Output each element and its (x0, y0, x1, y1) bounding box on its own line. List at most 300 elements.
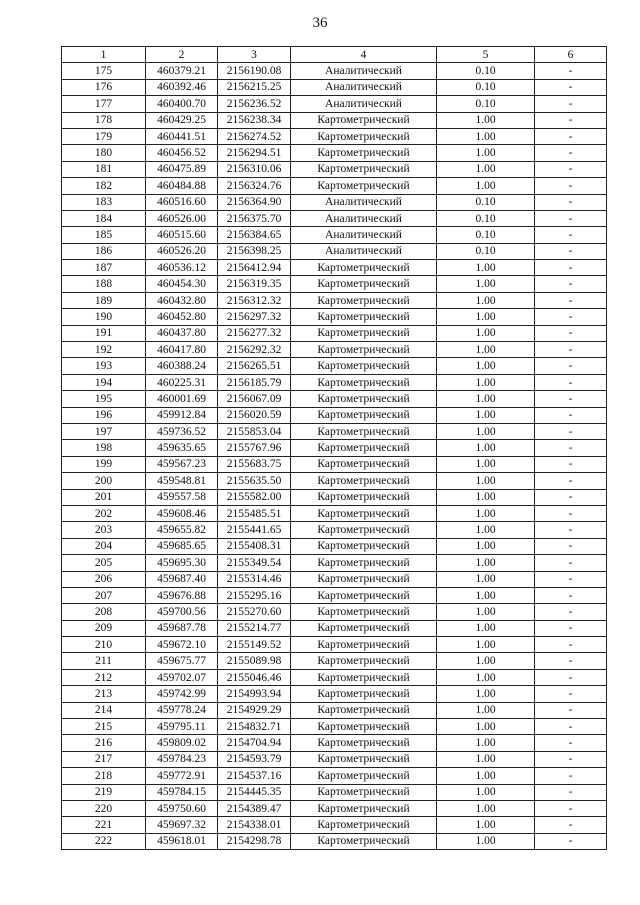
accuracy-cell: 1.00 (437, 620, 535, 636)
accuracy-cell: 1.00 (437, 505, 535, 521)
x-coordinate-cell: 459736.52 (146, 423, 218, 439)
accuracy-cell: 1.00 (437, 784, 535, 800)
note-cell: - (535, 686, 607, 702)
y-coordinate-cell: 2154929.29 (218, 702, 291, 718)
table-header-row (62, 47, 607, 63)
table-row (62, 456, 607, 472)
method-cell: Картометрический (291, 538, 437, 554)
y-coordinate-cell: 2155408.31 (218, 538, 291, 554)
y-coordinate-cell: 2155295.16 (218, 587, 291, 603)
note-cell: - (535, 555, 607, 571)
note-cell: - (535, 227, 607, 243)
x-coordinate-cell: 459685.65 (146, 538, 218, 554)
x-coordinate-cell: 460452.80 (146, 309, 218, 325)
accuracy-cell: 1.00 (437, 178, 535, 194)
accuracy-cell: 1.00 (437, 112, 535, 128)
table-row (62, 243, 607, 259)
y-coordinate-cell: 2156375.70 (218, 210, 291, 226)
table-row (62, 79, 607, 95)
x-coordinate-cell: 460441.51 (146, 128, 218, 144)
accuracy-cell: 0.10 (437, 63, 535, 79)
table-row (62, 735, 607, 751)
y-coordinate-cell: 2156324.76 (218, 178, 291, 194)
method-cell: Картометрический (291, 686, 437, 702)
x-coordinate-cell: 459687.78 (146, 620, 218, 636)
method-cell: Картометрический (291, 719, 437, 735)
method-cell: Картометрический (291, 489, 437, 505)
x-coordinate-cell: 459567.23 (146, 456, 218, 472)
method-cell: Картометрический (291, 342, 437, 358)
x-coordinate-cell: 459700.56 (146, 604, 218, 620)
table-row (62, 96, 607, 112)
method-cell: Картометрический (291, 161, 437, 177)
y-coordinate-cell: 2155767.96 (218, 440, 291, 456)
column-header: 6 (535, 47, 607, 63)
x-coordinate-cell: 459697.32 (146, 817, 218, 833)
note-cell: - (535, 243, 607, 259)
method-cell: Картометрический (291, 112, 437, 128)
method-cell: Аналитический (291, 194, 437, 210)
table-row (62, 833, 607, 849)
note-cell: - (535, 423, 607, 439)
accuracy-cell: 1.00 (437, 440, 535, 456)
note-cell: - (535, 391, 607, 407)
x-coordinate-cell: 460456.52 (146, 145, 218, 161)
point-number-cell: 180 (62, 145, 146, 161)
table-row (62, 637, 607, 653)
y-coordinate-cell: 2156319.35 (218, 276, 291, 292)
note-cell: - (535, 342, 607, 358)
point-number-cell: 184 (62, 210, 146, 226)
table-row (62, 194, 607, 210)
y-coordinate-cell: 2156310.06 (218, 161, 291, 177)
note-cell: - (535, 407, 607, 423)
method-cell: Картометрический (291, 555, 437, 571)
y-coordinate-cell: 2154537.16 (218, 768, 291, 784)
x-coordinate-cell: 459672.10 (146, 637, 218, 653)
table-row (62, 128, 607, 144)
accuracy-cell: 1.00 (437, 423, 535, 439)
method-cell: Картометрический (291, 128, 437, 144)
y-coordinate-cell: 2155149.52 (218, 637, 291, 653)
method-cell: Картометрический (291, 784, 437, 800)
table-row (62, 210, 607, 226)
note-cell: - (535, 653, 607, 669)
method-cell: Картометрический (291, 637, 437, 653)
x-coordinate-cell: 459784.15 (146, 784, 218, 800)
y-coordinate-cell: 2155046.46 (218, 669, 291, 685)
point-number-cell: 201 (62, 489, 146, 505)
note-cell: - (535, 833, 607, 849)
point-number-cell: 175 (62, 63, 146, 79)
y-coordinate-cell: 2154993.94 (218, 686, 291, 702)
table-row (62, 145, 607, 161)
y-coordinate-cell: 2156215.25 (218, 79, 291, 95)
y-coordinate-cell: 2156412.94 (218, 260, 291, 276)
y-coordinate-cell: 2156297.32 (218, 309, 291, 325)
note-cell: - (535, 669, 607, 685)
point-number-cell: 219 (62, 784, 146, 800)
point-number-cell: 222 (62, 833, 146, 849)
note-cell: - (535, 473, 607, 489)
accuracy-cell: 1.00 (437, 555, 535, 571)
y-coordinate-cell: 2156236.52 (218, 96, 291, 112)
note-cell: - (535, 817, 607, 833)
point-number-cell: 205 (62, 555, 146, 571)
point-number-cell: 199 (62, 456, 146, 472)
accuracy-cell: 1.00 (437, 719, 535, 735)
x-coordinate-cell: 460432.80 (146, 292, 218, 308)
point-number-cell: 216 (62, 735, 146, 751)
note-cell: - (535, 637, 607, 653)
table-row (62, 604, 607, 620)
column-header: 5 (437, 47, 535, 63)
table-row (62, 325, 607, 341)
x-coordinate-cell: 460454.30 (146, 276, 218, 292)
note-cell: - (535, 79, 607, 95)
point-number-cell: 207 (62, 587, 146, 603)
note-cell: - (535, 489, 607, 505)
x-coordinate-cell: 459675.77 (146, 653, 218, 669)
method-cell: Картометрический (291, 800, 437, 816)
column-header: 2 (146, 47, 218, 63)
y-coordinate-cell: 2156364.90 (218, 194, 291, 210)
point-number-cell: 191 (62, 325, 146, 341)
y-coordinate-cell: 2156265.51 (218, 358, 291, 374)
method-cell: Картометрический (291, 423, 437, 439)
method-cell: Картометрический (291, 309, 437, 325)
note-cell: - (535, 292, 607, 308)
y-coordinate-cell: 2155683.75 (218, 456, 291, 472)
table-row (62, 719, 607, 735)
note-cell: - (535, 784, 607, 800)
table-row (62, 473, 607, 489)
table-row (62, 407, 607, 423)
table-row (62, 522, 607, 538)
method-cell: Картометрический (291, 522, 437, 538)
note-cell: - (535, 145, 607, 161)
point-number-cell: 202 (62, 505, 146, 521)
note-cell: - (535, 587, 607, 603)
accuracy-cell: 0.10 (437, 210, 535, 226)
coordinates-table (61, 46, 607, 850)
method-cell: Картометрический (291, 751, 437, 767)
method-cell: Картометрический (291, 620, 437, 636)
x-coordinate-cell: 460388.24 (146, 358, 218, 374)
accuracy-cell: 0.10 (437, 96, 535, 112)
method-cell: Картометрический (291, 407, 437, 423)
method-cell: Картометрический (291, 178, 437, 194)
note-cell: - (535, 112, 607, 128)
y-coordinate-cell: 2155314.46 (218, 571, 291, 587)
y-coordinate-cell: 2156185.79 (218, 374, 291, 390)
method-cell: Картометрический (291, 374, 437, 390)
x-coordinate-cell: 460475.89 (146, 161, 218, 177)
note-cell: - (535, 800, 607, 816)
table-row (62, 423, 607, 439)
point-number-cell: 218 (62, 768, 146, 784)
method-cell: Картометрический (291, 325, 437, 341)
x-coordinate-cell: 459742.99 (146, 686, 218, 702)
x-coordinate-cell: 459772.91 (146, 768, 218, 784)
note-cell: - (535, 735, 607, 751)
table-row (62, 653, 607, 669)
table-row (62, 276, 607, 292)
point-number-cell: 198 (62, 440, 146, 456)
accuracy-cell: 0.10 (437, 243, 535, 259)
accuracy-cell: 1.00 (437, 669, 535, 685)
point-number-cell: 188 (62, 276, 146, 292)
x-coordinate-cell: 460536.12 (146, 260, 218, 276)
table-row (62, 374, 607, 390)
method-cell: Картометрический (291, 735, 437, 751)
table-row (62, 161, 607, 177)
note-cell: - (535, 719, 607, 735)
accuracy-cell: 1.00 (437, 702, 535, 718)
y-coordinate-cell: 2156384.65 (218, 227, 291, 243)
accuracy-cell: 1.00 (437, 735, 535, 751)
note-cell: - (535, 358, 607, 374)
table-row (62, 686, 607, 702)
y-coordinate-cell: 2156238.34 (218, 112, 291, 128)
method-cell: Аналитический (291, 79, 437, 95)
method-cell: Картометрический (291, 669, 437, 685)
y-coordinate-cell: 2156294.51 (218, 145, 291, 161)
note-cell: - (535, 63, 607, 79)
x-coordinate-cell: 460526.20 (146, 243, 218, 259)
method-cell: Картометрический (291, 817, 437, 833)
accuracy-cell: 1.00 (437, 800, 535, 816)
accuracy-cell: 1.00 (437, 292, 535, 308)
page-number: 36 (312, 15, 328, 31)
method-cell: Аналитический (291, 210, 437, 226)
y-coordinate-cell: 2154445.35 (218, 784, 291, 800)
accuracy-cell: 1.00 (437, 456, 535, 472)
y-coordinate-cell: 2155853.04 (218, 423, 291, 439)
table-row (62, 768, 607, 784)
accuracy-cell: 1.00 (437, 128, 535, 144)
y-coordinate-cell: 2155214.77 (218, 620, 291, 636)
method-cell: Картометрический (291, 833, 437, 849)
table-row (62, 227, 607, 243)
accuracy-cell: 1.00 (437, 325, 535, 341)
x-coordinate-cell: 460437.80 (146, 325, 218, 341)
point-number-cell: 182 (62, 178, 146, 194)
x-coordinate-cell: 460429.25 (146, 112, 218, 128)
point-number-cell: 190 (62, 309, 146, 325)
x-coordinate-cell: 459778.24 (146, 702, 218, 718)
x-coordinate-cell: 459912.84 (146, 407, 218, 423)
method-cell: Картометрический (291, 292, 437, 308)
point-number-cell: 209 (62, 620, 146, 636)
y-coordinate-cell: 2155270.60 (218, 604, 291, 620)
x-coordinate-cell: 459695.30 (146, 555, 218, 571)
x-coordinate-cell: 460400.70 (146, 96, 218, 112)
note-cell: - (535, 571, 607, 587)
note-cell: - (535, 604, 607, 620)
method-cell: Картометрический (291, 768, 437, 784)
point-number-cell: 212 (62, 669, 146, 685)
table-row (62, 800, 607, 816)
point-number-cell: 192 (62, 342, 146, 358)
method-cell: Картометрический (291, 358, 437, 374)
note-cell: - (535, 276, 607, 292)
accuracy-cell: 1.00 (437, 161, 535, 177)
note-cell: - (535, 440, 607, 456)
y-coordinate-cell: 2154389.47 (218, 800, 291, 816)
accuracy-cell: 1.00 (437, 473, 535, 489)
note-cell: - (535, 325, 607, 341)
method-cell: Картометрический (291, 260, 437, 276)
table-row (62, 112, 607, 128)
table-body (62, 63, 607, 850)
table-row (62, 489, 607, 505)
accuracy-cell: 1.00 (437, 342, 535, 358)
y-coordinate-cell: 2156067.09 (218, 391, 291, 407)
column-header: 4 (291, 47, 437, 63)
table-row (62, 342, 607, 358)
table-row (62, 440, 607, 456)
accuracy-cell: 1.00 (437, 817, 535, 833)
x-coordinate-cell: 459795.11 (146, 719, 218, 735)
point-number-cell: 181 (62, 161, 146, 177)
accuracy-cell: 1.00 (437, 145, 535, 161)
table-row (62, 358, 607, 374)
x-coordinate-cell: 459702.07 (146, 669, 218, 685)
method-cell: Картометрический (291, 391, 437, 407)
accuracy-cell: 1.00 (437, 637, 535, 653)
y-coordinate-cell: 2156190.08 (218, 63, 291, 79)
point-number-cell: 187 (62, 260, 146, 276)
accuracy-cell: 1.00 (437, 538, 535, 554)
note-cell: - (535, 751, 607, 767)
point-number-cell: 220 (62, 800, 146, 816)
table-row (62, 391, 607, 407)
table-row (62, 178, 607, 194)
y-coordinate-cell: 2155635.50 (218, 473, 291, 489)
table-row (62, 260, 607, 276)
x-coordinate-cell: 460225.31 (146, 374, 218, 390)
x-coordinate-cell: 460379.21 (146, 63, 218, 79)
method-cell: Картометрический (291, 145, 437, 161)
y-coordinate-cell: 2155485.51 (218, 505, 291, 521)
method-cell: Картометрический (291, 276, 437, 292)
x-coordinate-cell: 460526.00 (146, 210, 218, 226)
accuracy-cell: 1.00 (437, 309, 535, 325)
point-number-cell: 221 (62, 817, 146, 833)
x-coordinate-cell: 460001.69 (146, 391, 218, 407)
accuracy-cell: 1.00 (437, 374, 535, 390)
method-cell: Картометрический (291, 604, 437, 620)
note-cell: - (535, 210, 607, 226)
table-row (62, 538, 607, 554)
note-cell: - (535, 194, 607, 210)
y-coordinate-cell: 2155089.98 (218, 653, 291, 669)
accuracy-cell: 0.10 (437, 79, 535, 95)
point-number-cell: 213 (62, 686, 146, 702)
y-coordinate-cell: 2156277.32 (218, 325, 291, 341)
note-cell: - (535, 620, 607, 636)
table-row (62, 309, 607, 325)
point-number-cell: 217 (62, 751, 146, 767)
x-coordinate-cell: 459687.40 (146, 571, 218, 587)
method-cell: Картометрический (291, 473, 437, 489)
accuracy-cell: 1.00 (437, 276, 535, 292)
x-coordinate-cell: 459608.46 (146, 505, 218, 521)
accuracy-cell: 0.10 (437, 227, 535, 243)
table-row (62, 571, 607, 587)
x-coordinate-cell: 459809.02 (146, 735, 218, 751)
point-number-cell: 189 (62, 292, 146, 308)
method-cell: Аналитический (291, 243, 437, 259)
accuracy-cell: 1.00 (437, 489, 535, 505)
point-number-cell: 210 (62, 637, 146, 653)
table-row (62, 63, 607, 79)
table-row (62, 620, 607, 636)
note-cell: - (535, 538, 607, 554)
y-coordinate-cell: 2154832.71 (218, 719, 291, 735)
accuracy-cell: 1.00 (437, 571, 535, 587)
note-cell: - (535, 768, 607, 784)
y-coordinate-cell: 2156292.32 (218, 342, 291, 358)
y-coordinate-cell: 2156398.25 (218, 243, 291, 259)
note-cell: - (535, 96, 607, 112)
method-cell: Картометрический (291, 702, 437, 718)
note-cell: - (535, 456, 607, 472)
table-row (62, 555, 607, 571)
y-coordinate-cell: 2155349.54 (218, 555, 291, 571)
accuracy-cell: 1.00 (437, 833, 535, 849)
x-coordinate-cell: 460516.60 (146, 194, 218, 210)
accuracy-cell: 1.00 (437, 260, 535, 276)
method-cell: Картометрический (291, 587, 437, 603)
point-number-cell: 214 (62, 702, 146, 718)
column-header: 1 (62, 47, 146, 63)
point-number-cell: 178 (62, 112, 146, 128)
note-cell: - (535, 522, 607, 538)
point-number-cell: 183 (62, 194, 146, 210)
y-coordinate-cell: 2154704.94 (218, 735, 291, 751)
accuracy-cell: 1.00 (437, 604, 535, 620)
method-cell: Картометрический (291, 456, 437, 472)
y-coordinate-cell: 2156020.59 (218, 407, 291, 423)
method-cell: Картометрический (291, 571, 437, 587)
x-coordinate-cell: 460515.60 (146, 227, 218, 243)
point-number-cell: 185 (62, 227, 146, 243)
table-row (62, 587, 607, 603)
note-cell: - (535, 260, 607, 276)
note-cell: - (535, 702, 607, 718)
point-number-cell: 186 (62, 243, 146, 259)
point-number-cell: 195 (62, 391, 146, 407)
method-cell: Аналитический (291, 96, 437, 112)
table-row (62, 669, 607, 685)
accuracy-cell: 0.10 (437, 194, 535, 210)
x-coordinate-cell: 459635.65 (146, 440, 218, 456)
accuracy-cell: 1.00 (437, 407, 535, 423)
point-number-cell: 211 (62, 653, 146, 669)
point-number-cell: 203 (62, 522, 146, 538)
x-coordinate-cell: 459784.23 (146, 751, 218, 767)
note-cell: - (535, 161, 607, 177)
method-cell: Картометрический (291, 440, 437, 456)
method-cell: Аналитический (291, 227, 437, 243)
y-coordinate-cell: 2154298.78 (218, 833, 291, 849)
accuracy-cell: 1.00 (437, 391, 535, 407)
accuracy-cell: 1.00 (437, 751, 535, 767)
note-cell: - (535, 505, 607, 521)
table-row (62, 505, 607, 521)
